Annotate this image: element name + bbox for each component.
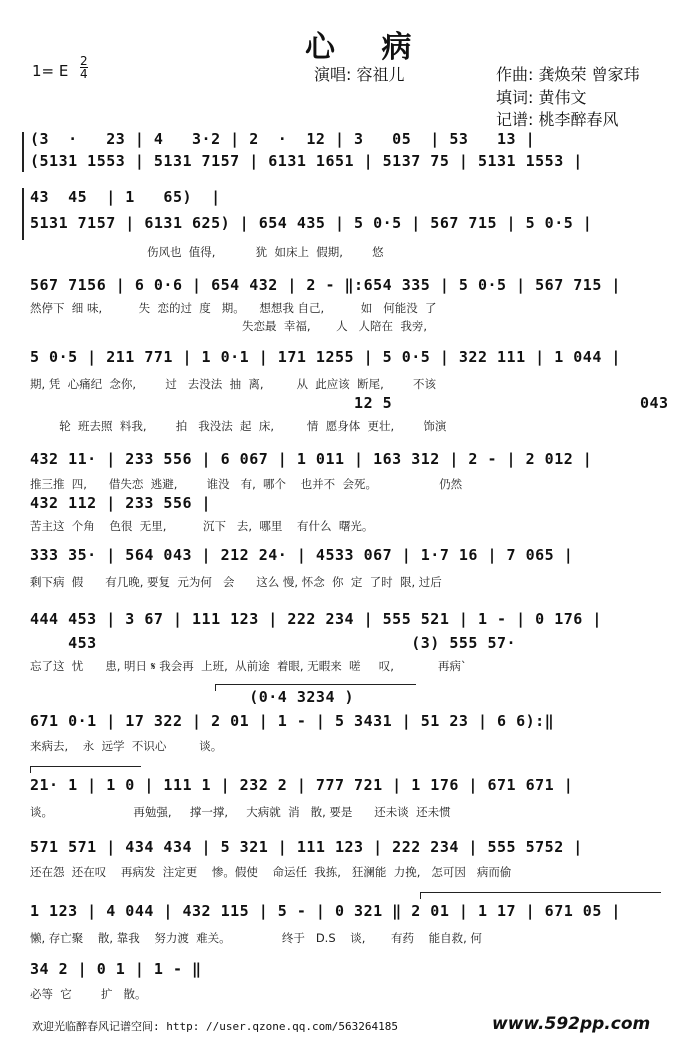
volta-line (420, 892, 661, 899)
transcriber: 记谱: 桃李醉春风 (496, 110, 619, 129)
singer: 演唱: 容祖儿 (314, 65, 405, 84)
lyricist: 填词: 黄伟文 (496, 88, 587, 107)
page-title: 心 病 (305, 30, 430, 65)
lyric-line: 还在怨 还在叹 再病发 注定更 惨。假使 命运任 我拣, 狂澜能 力挽, 怎可因 病而偷 (30, 865, 512, 879)
key-signature: 1= E (32, 62, 69, 80)
lyric-line: 失恋最 幸福, 人 人陪在 我旁, (30, 319, 428, 333)
footer-visit-text: 欢迎光临醉春风记谱空间: http: //user.qzone.qq.com/563264185 (32, 1020, 399, 1033)
notation-line: 21· 1 | 1 0 | 111 1 | 232 2 | 777 721 | 1 176 | 671 671 | (30, 776, 574, 794)
lyric-line: 懒, 存亡聚 散, 靠我 努力渡 难关。 终于 D.S 谈, 有药 能自救, 何 (30, 931, 482, 945)
notation-line: 671 0·1 | 17 322 | 2 01 | 1 - | 5 3431 | 51 23 | 6 6):‖ (30, 712, 555, 730)
notation-line: 453 (3) 555 57· (30, 634, 517, 652)
composer: 作曲: 龚焕荣 曾家玮 (496, 65, 640, 84)
lyric-line: 忘了这 忧 患, 明日 𝄋 我会再 上班, 从前途 着眼, 无暇来 嗟 叹, 再病` (30, 659, 467, 673)
notation-line: (0·4 3234 ) (30, 688, 355, 706)
notation-line: 5131 7157 | 6131 625) | 654 435 | 5 0·5 | 567 715 | 5 0·5 | (30, 214, 593, 232)
lyric-line: 期, 凭 心痛纪 念你, 过 去没法 抽 离, 从 此应该 断尾, 不该 (30, 377, 436, 391)
lyric-line: 苦主这 个角 色很 无里, 沉下 去, 哪里 有什么 曙光。 (30, 519, 374, 533)
lyric-line: 剩下病 假 有几晚, 要复 元为何 会 这么 慢, 怀念 你 定 了时 限, 过后 (30, 575, 442, 589)
notation-line: 43 45 | 1 65) | (30, 188, 221, 206)
lyric-line: 轮 班去照 料我, 拍 我没法 起 床, 情 愿身体 更壮, 饰演 (30, 419, 447, 433)
lyric-line: 谈。 再勉强, 撑一撑, 大病就 消 散, 要是 还未谈 还未惯 (30, 805, 451, 819)
notation-line: 333 35· | 564 043 | 212 24· | 4533 067 | 1·7 16 | 7 065 | (30, 546, 574, 564)
lyric-line: 推三推 四, 借失恋 逃避, 谁没 有, 哪个 也并不 会死。 仍然 (30, 477, 463, 491)
notation-line: 432 112 | 233 556 | (30, 494, 212, 512)
system-bracket-2 (22, 188, 27, 240)
lyric-line: 必等 它 扩 散。 (30, 987, 147, 1001)
lyric-line: 来病去, 永 远学 不识心 谈。 (30, 739, 223, 753)
notation-line: 5 0·5 | 211 771 | 1 0·1 | 171 1255 | 5 0·5 | 322 111 | 1 044 | (30, 348, 621, 366)
notation-line: 432 11· | 233 556 | 6 067 | 1 011 | 163 312 | 2 - | 2 012 | (30, 450, 593, 468)
lyric-line: 然停下 细 味, 失 恋的过 度 期。 想想我 自己, 如 何能没 了 (30, 301, 437, 315)
footer-site-link[interactable]: www.592pp.com (492, 1014, 651, 1034)
time-signature (80, 55, 88, 80)
notation-line: (3 · 23 | 4 3·2 | 2 · 12 | 3 05 | 53 13 | (30, 130, 536, 148)
volta-line (30, 766, 141, 773)
notation-line: 1 123 | 4 044 | 432 115 | 5 - | 0 321 ‖ 2 01 | 1 17 | 671 05 | (30, 902, 621, 920)
time-top: 2 (80, 54, 88, 68)
notation-line: 571 571 | 434 434 | 5 321 | 111 123 | 222 234 | 555 5752 | (30, 838, 583, 856)
notation-line: 12 5 043 (30, 394, 669, 412)
lyric-line: 伤风也 值得, 犹 如床上 假期, 悠 (30, 245, 384, 259)
notation-line: 444 453 | 3 67 | 111 123 | 222 234 | 555 521 | 1 - | 0 176 | (30, 610, 602, 628)
time-bottom: 4 (80, 67, 88, 81)
system-bracket-1 (22, 132, 27, 172)
notation-line: 34 2 | 0 1 | 1 - ‖ (30, 960, 202, 978)
notation-line: 567 7156 | 6 0·6 | 654 432 | 2 - ‖:654 335 | 5 0·5 | 567 715 | (30, 276, 621, 294)
notation-line: (5131 1553 | 5131 7157 | 6131 1651 | 5137 75 | 5131 1553 | (30, 152, 583, 170)
